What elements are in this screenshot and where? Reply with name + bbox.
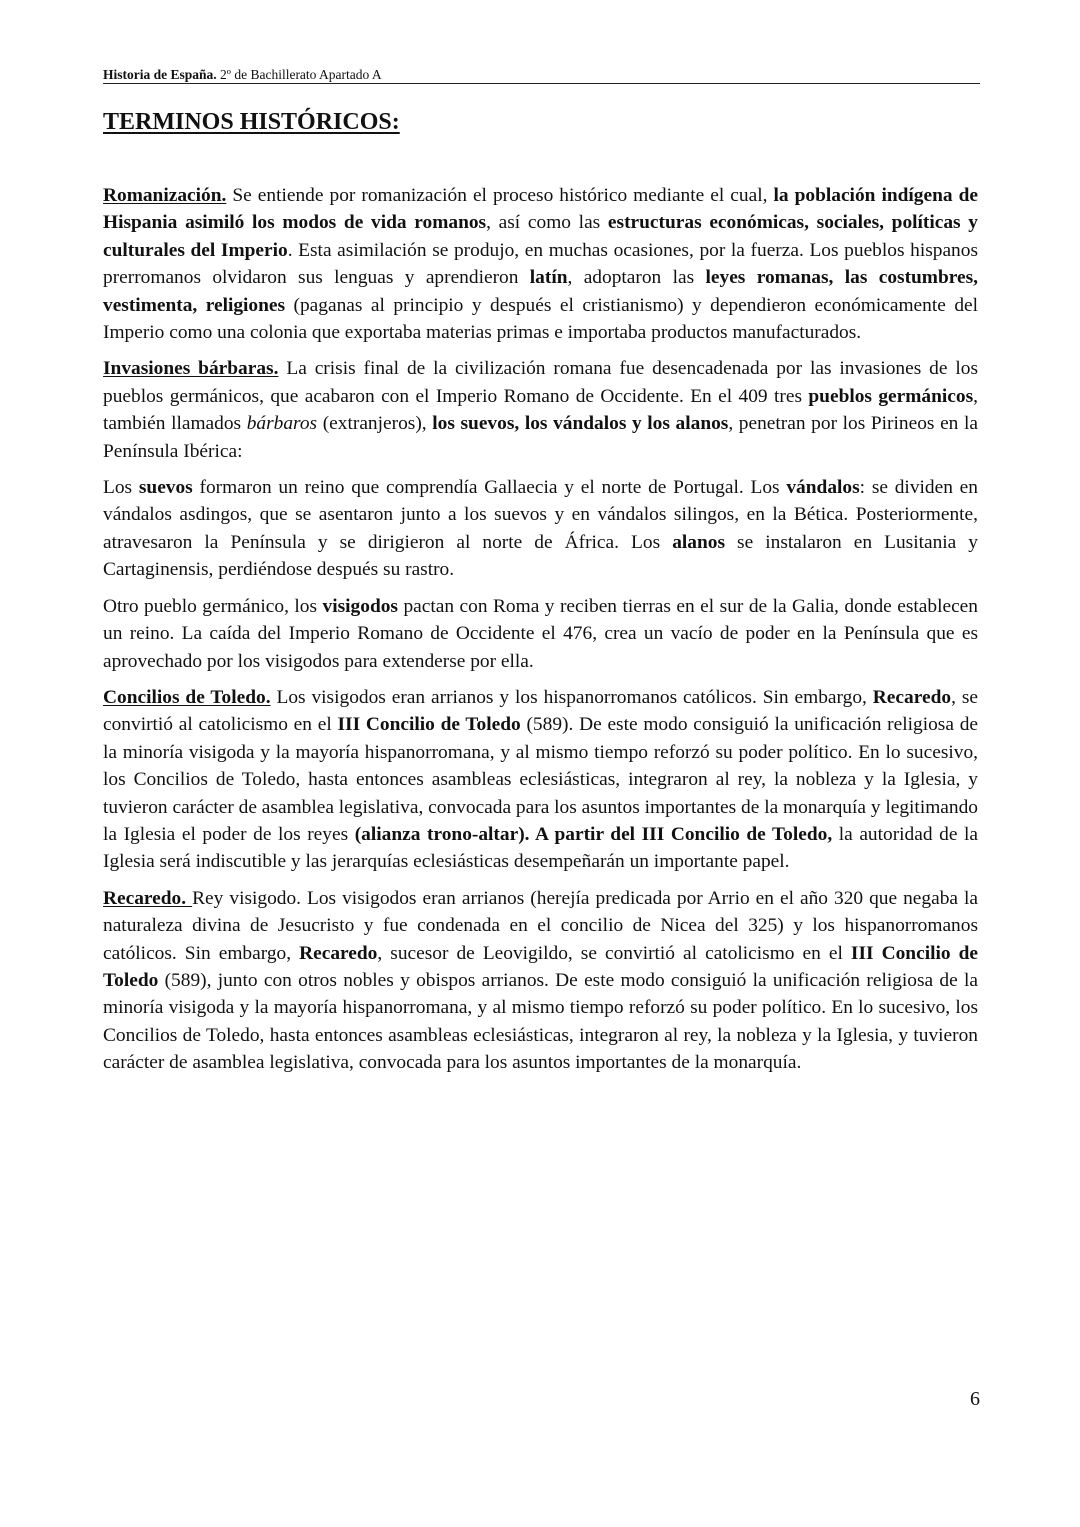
body-text: Los: [103, 477, 139, 499]
bold-text: suevos: [138, 477, 193, 499]
body-text: (589), junto con otros nobles y obispos arrianos. De este modo consiguió la unificación religiosa de la minoría visigoda y la mayoría hispanorromana, y al mismo tiempo reforzó su poder político. En lo sucesivo, los Concilios de Toledo, hasta entonces asambleas eclesiásticas, integraron al rey, la nobleza y la Iglesia, y tuvieron carácter de asamblea legislativa, convocada para los asuntos importantes de la monarquía.: [103, 969, 978, 1074]
bold-text: III Concilio de Toledo: [103, 942, 978, 991]
body-text: . Esta asimilación se produjo, en muchas ocasiones, por la fuerza. Los pueblos hispanos prerromanos olvidaron sus lenguas y aprendieron: [103, 239, 978, 289]
paragraph-invasiones-barbaras: [103, 355, 978, 465]
page-number: 6: [970, 1388, 980, 1410]
running-header: [103, 67, 980, 84]
term-heading: Recaredo.: [103, 887, 193, 909]
body-text: Se entiende por romanización el proceso histórico mediante el cual,: [226, 185, 774, 206]
term-heading: Concilios de Toledo.: [103, 686, 271, 708]
bold-text: latín: [529, 267, 568, 289]
italic-text: bárbaros: [246, 413, 318, 435]
body-text: se instalaron en Lusitania y Cartaginensis, perdiéndose después su rastro.: [103, 531, 979, 581]
header-subject: Historia de España.: [103, 67, 217, 82]
paragraph-recaredo: [103, 885, 978, 1077]
bold-text: vándalos: [786, 477, 860, 499]
document-body: [103, 182, 978, 1086]
bold-text: leyes romanas, las costumbres, vestimenta, religiones: [103, 267, 978, 316]
header-course: 2º de Bachillerato Apartado A: [216, 67, 382, 82]
body-text: Los visigodos eran arrianos y los hispanorromanos católicos. Sin embargo,: [270, 686, 873, 708]
bold-text: estructuras económicas, sociales, políticas y culturales del Imperio: [103, 212, 979, 261]
paragraph-suevos-vandalos-alanos: [103, 474, 978, 584]
page-title: TERMINOS HISTÓRICOS:: [103, 109, 400, 135]
body-text: (paganas al principio y después el cristianismo) y dependieron económicamente del Imperio como una colonia que exportaba materias primas e importaba productos manufacturados.: [103, 294, 979, 344]
bold-text: los suevos, los vándalos y los alanos: [432, 413, 729, 435]
body-text: la autoridad de la Iglesia será indiscutible y las jerarquías eclesiásticas desempeñarán un importante papel.: [103, 823, 978, 873]
body-text: , también llamados: [103, 385, 979, 435]
body-text: , sucesor de Leovigildo, se convirtió al catolicismo en el: [377, 942, 851, 964]
paragraph-romanizacion: [103, 182, 978, 346]
paragraph-visigodos: [103, 593, 978, 675]
bold-text: (alianza trono-altar). A partir del III Concilio de Toledo,: [354, 823, 833, 845]
body-text: (extranjeros),: [317, 413, 433, 435]
paragraph-concilios-de-toledo: [103, 684, 978, 876]
bold-text: III Concilio de Toledo: [337, 714, 521, 736]
body-text: Otro pueblo germánico, los: [103, 595, 323, 617]
body-text: , adoptaron las: [567, 267, 706, 289]
bold-text: alanos: [672, 531, 725, 553]
body-text: , se convirtió al catolicismo en el: [103, 686, 978, 736]
bold-text: Recaredo: [872, 686, 952, 708]
body-text: pactan con Roma y reciben tierras en el sur de la Galia, donde establecen un reino. La caída del Imperio Romano de Occidente el 476, crea un vacío de poder en la Península que es aprovechado por los visigodos para extenderse por ella.: [103, 595, 978, 672]
body-text: formaron un reino que comprendía Gallaecia y el norte de Portugal. Los: [192, 477, 787, 499]
term-heading: Romanización.: [103, 185, 227, 206]
body-text: Rey visigodo. Los visigodos eran arrianos (herejía predicada por Arrio en el año 320 que negaba la naturaleza divina de Jesucristo y fue condenada en el concilio de Nicea del 325) y los hispanorromanos católicos. Sin embargo,: [103, 887, 979, 964]
body-text: , así como las: [486, 212, 608, 234]
bold-text: visigodos: [322, 595, 398, 617]
term-heading: Invasiones bárbaras.: [103, 358, 279, 380]
bold-text: Recaredo: [299, 942, 378, 964]
body-text: , penetran por los Pirineos en la Península Ibérica:: [103, 413, 978, 462]
body-text: (589). De este modo consiguió la unificación religiosa de la minoría visigoda y la mayoría hispanorromana, y al mismo tiempo reforzó su poder político. En lo sucesivo, los Concilios de Toledo, hasta entonces asambleas eclesiásticas, integraron al rey, la nobleza y la Iglesia, y tuvieron carácter de asamblea legislativa, convocada para los asuntos importantes de la monarquía y legitimando la Iglesia el poder de los reyes: [103, 714, 978, 845]
body-text: : se dividen en vándalos asdingos, que se asentaron junto a los suevos y en vándalos silingos, en la Bética. Posteriormente, atravesaron la Península y se dirigieron al norte de África. Los: [103, 477, 978, 553]
body-text: La crisis final de la civilización romana fue desencadenada por las invasiones de los pueblos germánicos, que acabaron con el Imperio Romano de Occidente. En el 409 tres: [103, 358, 978, 407]
bold-text: pueblos germánicos: [808, 385, 974, 407]
bold-text: la población indígena de Hispania asimiló los modos de vida romanos: [103, 185, 978, 234]
